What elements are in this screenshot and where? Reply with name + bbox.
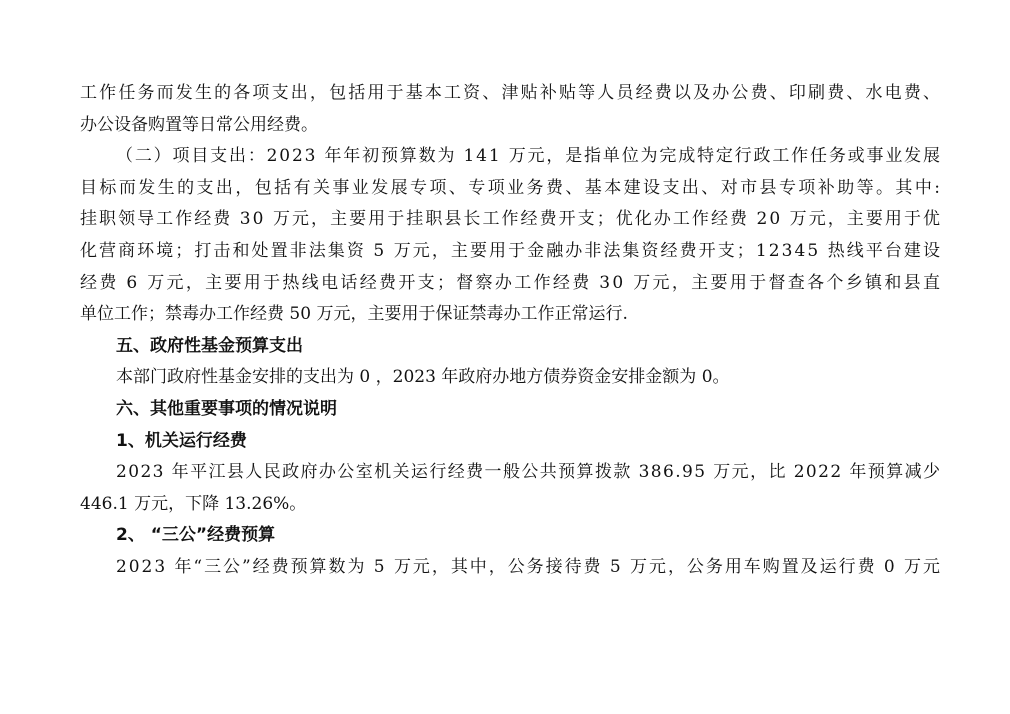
section-heading-other-matters: 六、其他重要事项的情况说明: [116, 398, 337, 419]
body-line: 工作任务而发生的各项支出，包括用于基本工资、津贴补贴等人员经费以及办公费、印刷费、水电费、: [80, 83, 943, 103]
body-line: 经费 6 万元，主要用于热线电话经费开支；督察办工作经费 30 万元，主要用于督查各个乡镇和县直: [80, 272, 943, 293]
body-line: 办公设备购置等日常公用经费。: [80, 114, 318, 135]
body-line: 挂职领导工作经费 30 万元，主要用于挂职县长工作经费开支；优化办工作经费 20 万元，主要用于优: [80, 209, 943, 230]
body-line: 目标而发生的支出，包括有关事业发展专项、专项业务费、基本建设支出、对市县专项补助等。其中:: [80, 177, 943, 198]
subsection-heading-operating-costs: 1、机关运行经费: [116, 430, 247, 451]
paragraph-project-expenditure: （二）项目支出：2023 年年初预算数为 141 万元，是指单位为完成特定行政工作任务或事业发展: [116, 146, 942, 167]
section-heading-fund-budget: 五、政府性基金预算支出: [116, 335, 303, 356]
paragraph-operating-costs: 2023 年平江县人民政府办公室机关运行经费一般公共预算拨款 386.95 万元，比 2022 年预算减少: [116, 462, 942, 483]
body-line: 446.1 万元，下降 13.26%。: [80, 493, 307, 514]
paragraph-three-public: 2023 年“三公”经费预算数为 5 万元，其中，公务接待费 5 万元，公务用车购置及运行费 0 万元: [116, 556, 942, 577]
document-page: [80, 78, 943, 584]
body-line: 单位工作；禁毒办工作经费 50 万元，主要用于保证禁毒办工作正常运行.: [80, 304, 628, 325]
subsection-heading-three-public: 2、 “三公”经费预算: [116, 525, 276, 546]
body-line: 化营商环境；打击和处置非法集资 5 万元，主要用于金融办非法集资经费开支；12345 热线平台建设: [80, 240, 943, 261]
paragraph-fund-budget: 本部门政府性基金安排的支出为 0 ，2023 年政府办地方债券资金安排金额为 0。: [116, 367, 730, 388]
